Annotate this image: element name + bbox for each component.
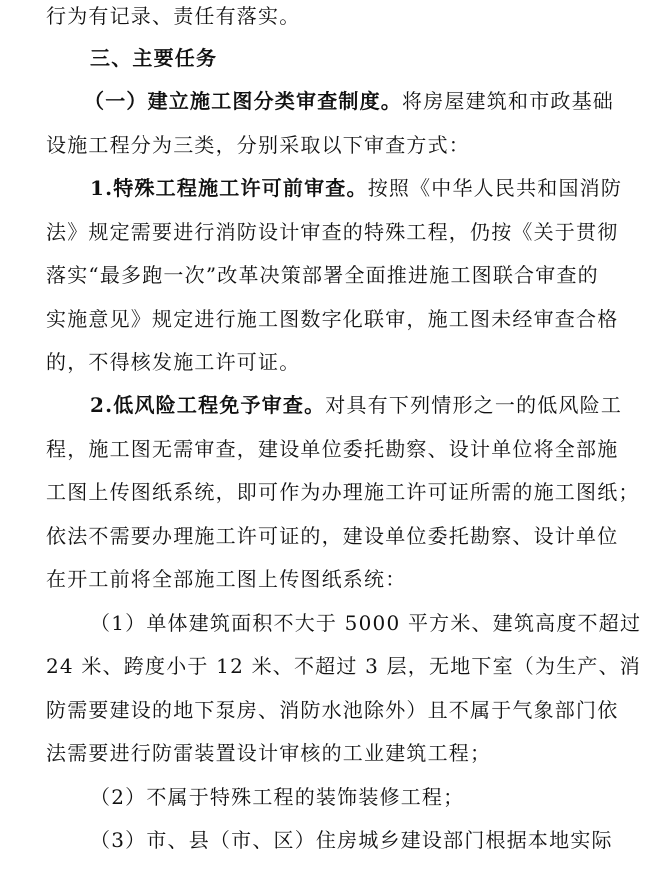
line-text: 工图上传图纸系统，即可作为办理施工许可证所需的施工图纸； [46,480,640,504]
paragraph-line [46,261,626,289]
line-text: 24 米、跨度小于 12 米、不超过 3 层，无地下室（为生产、消 [46,654,642,678]
line-text: 的，不得核发施工许可证。 [46,350,301,374]
paragraph-line [46,305,626,333]
section-heading [90,44,659,72]
paragraph-line [46,435,626,463]
paragraph-line [46,218,626,246]
paragraph-line [46,131,626,159]
line-text: 依法不需要办理施工许可证的，建设单位委托勘察、设计单位 [46,524,619,548]
item-heading-line [90,391,659,419]
paragraph-line [46,696,626,724]
line-text: （1）单体建筑面积不大于 5000 平方米、建筑高度不超过 [90,611,642,635]
line-text: 设施工程分为三类，分别采取以下审查方式： [46,133,470,157]
list-item-2-line [90,783,659,811]
line-text: 防需要建设的地下泵房、消防水池除外）且不属于气象部门依 [46,698,619,722]
line-text: 将房屋建筑和市政基础 [402,89,614,113]
item-title: 1.特殊工程施工许可前审查。 [90,176,368,200]
paragraph-line [46,522,626,550]
subsection-title: （一）建立施工图分类审查制度。 [84,89,402,113]
paragraph-line [46,478,640,506]
item-heading-line [90,174,659,202]
line-text: 程，施工图无需审查，建设单位委托勘察、设计单位将全部施 [46,437,619,461]
line-text: 法》规定需要进行消防设计审查的特殊工程，仍按《关于贯彻 [46,220,619,244]
line-text: 实施意见》规定进行施工图数字化联审，施工图未经审查合格 [46,307,619,331]
list-item-3-line [90,826,659,854]
paragraph-line [46,565,626,593]
paragraph-line [46,348,626,376]
paragraph-line-1 [46,2,626,30]
paragraph-line [46,652,642,680]
line-text: （2）不属于特殊工程的装饰装修工程； [90,785,465,809]
line-text: 在开工前将全部施工图上传图纸系统： [46,567,407,591]
line-text: （3）市、县（市、区）住房城乡建设部门根据本地实际 [90,828,613,852]
line-text: 三、主要任务 [90,46,218,70]
list-item-1-line [90,609,659,637]
line-text: 法需要进行防雷装置设计审核的工业建筑工程； [46,741,492,765]
line-text: 落实“最多跑一次”改革决策部署全面推进施工图联合审查的 [46,263,599,287]
line-text: 行为有记录、责任有落实。 [46,4,301,28]
line-text: 对具有下列情形之一的低风险工 [325,393,623,417]
line-text: 按照《中华人民共和国消防 [367,176,623,200]
paragraph-line [46,739,626,767]
item-title: 2.低风险工程免予审查。 [90,393,326,417]
subsection-heading-line [84,87,659,115]
